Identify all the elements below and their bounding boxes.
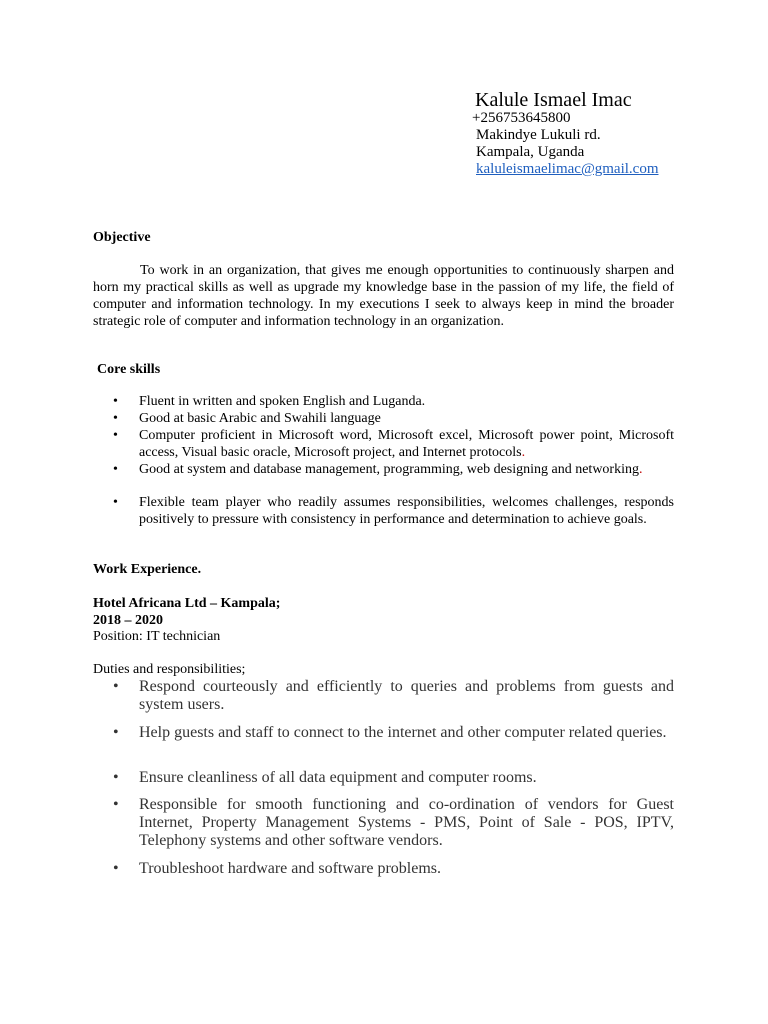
duty-item <box>93 769 674 787</box>
skill-item <box>93 494 674 545</box>
skill-item <box>93 393 674 410</box>
skill-text: Computer proficient in Microsoft word, Microsoft excel, Microsoft power point, Microsoft access, Visual basic oracle, Microsoft project, and Internet protocols <box>139 428 674 460</box>
bullet-icon: • <box>113 411 118 426</box>
skill-item <box>93 427 674 461</box>
skill-text: Fluent in written and spoken English and Luganda. <box>139 394 426 409</box>
bullet-icon: • <box>113 462 118 477</box>
bullet-icon: • <box>113 769 119 786</box>
duty-item <box>93 724 674 760</box>
duty-text: Ensure cleanliness of all data equipment and computer rooms. <box>139 769 537 786</box>
objective-heading: Objective <box>93 230 151 245</box>
duty-item <box>93 796 674 850</box>
skill-text-wrap <box>139 427 674 461</box>
duty-item <box>93 678 674 714</box>
bullet-icon: • <box>113 428 118 443</box>
bullet-icon: • <box>113 796 119 813</box>
skill-text: Good at system and database management, programming, web designing and networking <box>139 462 639 477</box>
skill-text-wrap <box>139 461 674 478</box>
phone-number: +256753645800 <box>472 110 571 126</box>
duty-text: Responsible for smooth functioning and co-ordination of vendors for Guest Internet, Property Management Systems - PMS, Point of Sale - POS, IPTV, Telephony systems and other software vendors. <box>139 796 674 849</box>
skill-text: Flexible team player who readily assumes responsibilities, welcomes challenges, responds positively to pressure with consistency in performance and determination to achieve goals. <box>139 495 674 527</box>
skill-text: Good at basic Arabic and Swahili language <box>139 411 381 426</box>
bullet-icon: • <box>113 495 118 510</box>
candidate-name: Kalule Ismael Imac <box>475 89 632 111</box>
work-experience-heading: Work Experience. <box>93 562 202 577</box>
address-line-2: Kampala, Uganda <box>476 144 585 160</box>
objective-text: To work in an organization, that gives me enough opportunities to continuously sharpen and horn my practical skills as well as upgrade my knowledge base in the passion of my life, the field of computer and information technology. In my executions I seek to always keep in mind the broader strategic role of computer and information technology in an organization. <box>93 263 674 329</box>
bullet-icon: • <box>113 860 119 877</box>
core-skills-heading: Core skills <box>97 362 161 377</box>
bullet-icon: • <box>113 394 118 409</box>
skill-item <box>93 461 674 495</box>
bullet-icon: • <box>113 678 119 695</box>
red-period: . <box>521 445 526 460</box>
email-link[interactable]: kaluleismaelimac@gmail.com <box>476 161 659 177</box>
duty-text: Help guests and staff to connect to the internet and other computer related queries. <box>139 724 667 741</box>
address-line-1: Makindye Lukuli rd. <box>476 127 601 143</box>
bullet-icon: • <box>113 724 119 741</box>
red-period: . <box>639 462 643 477</box>
position-title: Position: IT technician <box>93 629 221 644</box>
employer-name: Hotel Africana Ltd – Kampala; <box>93 596 281 611</box>
duty-text: Troubleshoot hardware and software problems. <box>139 860 442 877</box>
skill-item <box>93 410 674 427</box>
duty-item <box>93 860 674 878</box>
duties-heading: Duties and responsibilities; <box>93 662 246 677</box>
employment-years: 2018 – 2020 <box>93 613 163 628</box>
duty-text: Respond courteously and efficiently to queries and problems from guests and system users. <box>139 678 674 713</box>
